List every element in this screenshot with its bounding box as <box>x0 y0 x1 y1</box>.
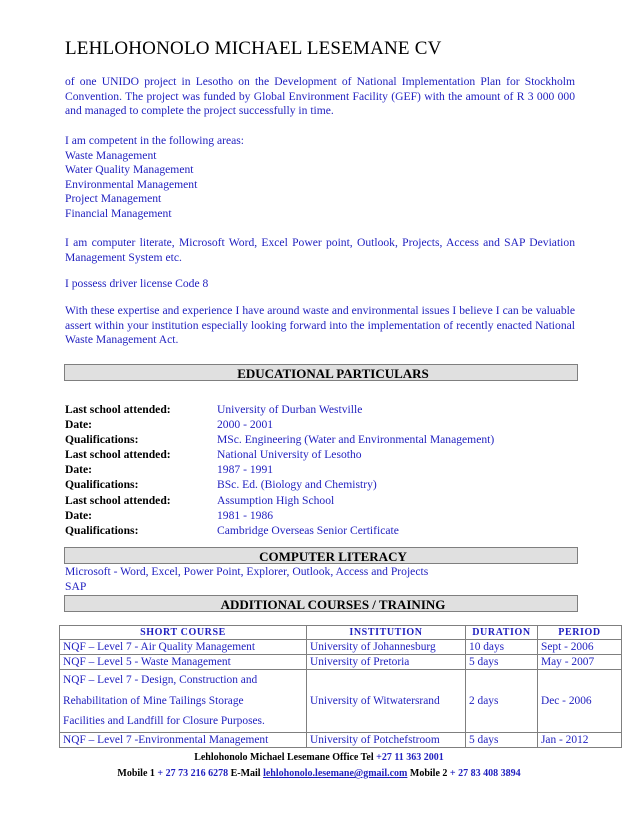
education-row <box>65 432 494 447</box>
computer-literacy-heading-bar <box>64 547 578 564</box>
education-label: Qualifications: <box>65 433 139 447</box>
education-value: University of Durban Westville <box>217 403 363 416</box>
education-list <box>65 402 494 538</box>
page-title: LEHLOHONOLO MICHAEL LESEMANE CV <box>65 38 442 59</box>
institution-cell: University of Witwatersrand <box>307 670 466 733</box>
courses-table <box>59 625 622 748</box>
period-cell: Dec - 2006 <box>538 670 622 733</box>
competency-item: Waste Management <box>65 148 157 162</box>
column-header-short-course: SHORT COURSE <box>60 626 307 640</box>
course-cell: NQF – Level 7 -Environmental Management <box>60 732 307 747</box>
competency-item: Financial Management <box>65 206 172 220</box>
computer-paragraph: I am computer literate, Microsoft Word, Excel Power point, Outlook, Projects, Access and SAP Deviation Management System etc. <box>65 236 575 264</box>
education-heading-bar <box>64 364 578 381</box>
competency-item: Environmental Management <box>65 177 198 191</box>
license-paragraph: I possess driver license Code 8 <box>65 277 209 290</box>
education-row <box>65 462 494 477</box>
duration-cell: 10 days <box>466 640 538 655</box>
course-cell: NQF – Level 5 - Waste Management <box>60 655 307 670</box>
education-label: Date: <box>65 463 93 477</box>
courses-heading-bar <box>64 595 578 612</box>
education-value: 2000 - 2001 <box>217 418 274 432</box>
education-value: 1987 - 1991 <box>217 463 274 477</box>
duration-cell: 2 days <box>466 670 538 733</box>
email-label: E-Mail <box>228 768 264 779</box>
course-cell: NQF – Level 7 - Air Quality Management <box>60 640 307 655</box>
mobile2-label: Mobile 2 <box>407 768 450 779</box>
course-line: NQF – Level 7 - Design, Construction and <box>63 674 258 686</box>
education-row <box>65 493 494 508</box>
education-row <box>65 508 494 523</box>
institution-cell: University of Johannesburg <box>307 640 466 655</box>
office-tel: +27 11 363 2001 <box>376 752 444 763</box>
education-heading: EDUCATIONAL PARTICULARS <box>237 366 429 381</box>
education-value: MSc. Engineering (Water and Environmental Management) <box>217 433 495 447</box>
column-header-institution: INSTITUTION <box>307 626 466 640</box>
education-label: Last school attended: <box>65 448 171 462</box>
competency-item: Project Management <box>65 192 162 206</box>
education-row <box>65 477 494 492</box>
education-label: Qualifications: <box>65 478 139 492</box>
duration-cell: 5 days <box>466 732 538 747</box>
duration-cell: 5 days <box>466 655 538 670</box>
education-label: Last school attended: <box>65 493 171 507</box>
courses-heading: ADDITIONAL COURSES / TRAINING <box>220 597 446 612</box>
education-value: National University of Lesotho <box>217 448 362 462</box>
footer-line-2 <box>0 766 638 782</box>
education-value: 1981 - 1986 <box>217 508 274 522</box>
table-row <box>60 670 622 733</box>
table-row <box>60 640 622 655</box>
mobile2-number: + 27 83 408 3894 <box>449 768 521 779</box>
period-cell: Jan - 2012 <box>538 732 622 747</box>
computer-literacy-item: Microsoft - Word, Excel, Power Point, Explorer, Outlook, Access and Projects <box>65 565 429 578</box>
column-header-duration: DURATION <box>466 626 538 640</box>
email-link[interactable]: lehlohonolo.lesemane@gmail.com <box>263 768 408 779</box>
education-label: Date: <box>65 508 93 522</box>
institution-cell: University of Potchefstroom <box>307 732 466 747</box>
education-label: Date: <box>65 418 93 432</box>
course-cell <box>60 670 307 733</box>
competency-list <box>65 134 244 222</box>
footer-line-1 <box>0 750 638 766</box>
column-header-period: PERIOD <box>538 626 622 640</box>
education-value: BSc. Ed. (Biology and Chemistry) <box>217 478 377 492</box>
computer-literacy-list <box>65 565 428 595</box>
education-row <box>65 417 494 432</box>
courses-header-row <box>60 626 622 640</box>
period-cell: May - 2007 <box>538 655 622 670</box>
mobile1-number: + 27 73 216 6278 <box>157 768 229 779</box>
institution-cell: University of Pretoria <box>307 655 466 670</box>
computer-literacy-item: SAP <box>65 579 87 593</box>
education-value: Cambridge Overseas Senior Certificate <box>217 523 399 537</box>
course-line: Rehabilitation of Mine Tailings Storage <box>63 694 244 707</box>
mobile1-label: Mobile 1 <box>117 768 158 779</box>
competency-item: Water Quality Management <box>65 163 194 177</box>
computer-literacy-heading: COMPUTER LITERACY <box>259 549 407 564</box>
project-paragraph: of one UNIDO project in Lesotho on the Development of National Implementation Plan for Stockholm Convention. The project was funded by Global Environment Facility (GEF) with the amount of R 3 000 000 and managed to complete the project successfully in time. <box>65 75 575 118</box>
education-label: Qualifications: <box>65 523 139 537</box>
table-row <box>60 655 622 670</box>
education-row <box>65 447 494 462</box>
course-line: Facilities and Landfill for Closure Purposes. <box>63 715 265 727</box>
education-row <box>65 402 494 417</box>
period-cell: Sept - 2006 <box>538 640 622 655</box>
education-value: Assumption High School <box>217 493 335 507</box>
education-row <box>65 523 494 538</box>
table-row <box>60 732 622 747</box>
competency-heading: I am competent in the following areas: <box>65 134 245 147</box>
footer-name-label: Lehlohonolo Michael Lesemane Office Tel <box>194 752 377 763</box>
education-label: Last school attended: <box>65 403 171 416</box>
expertise-paragraph: With these expertise and experience I have around waste and environmental issues I believe I can be valuable assert within your institution especially looking forward into the implementation of recently enacted National Waste Management Act. <box>65 304 575 347</box>
